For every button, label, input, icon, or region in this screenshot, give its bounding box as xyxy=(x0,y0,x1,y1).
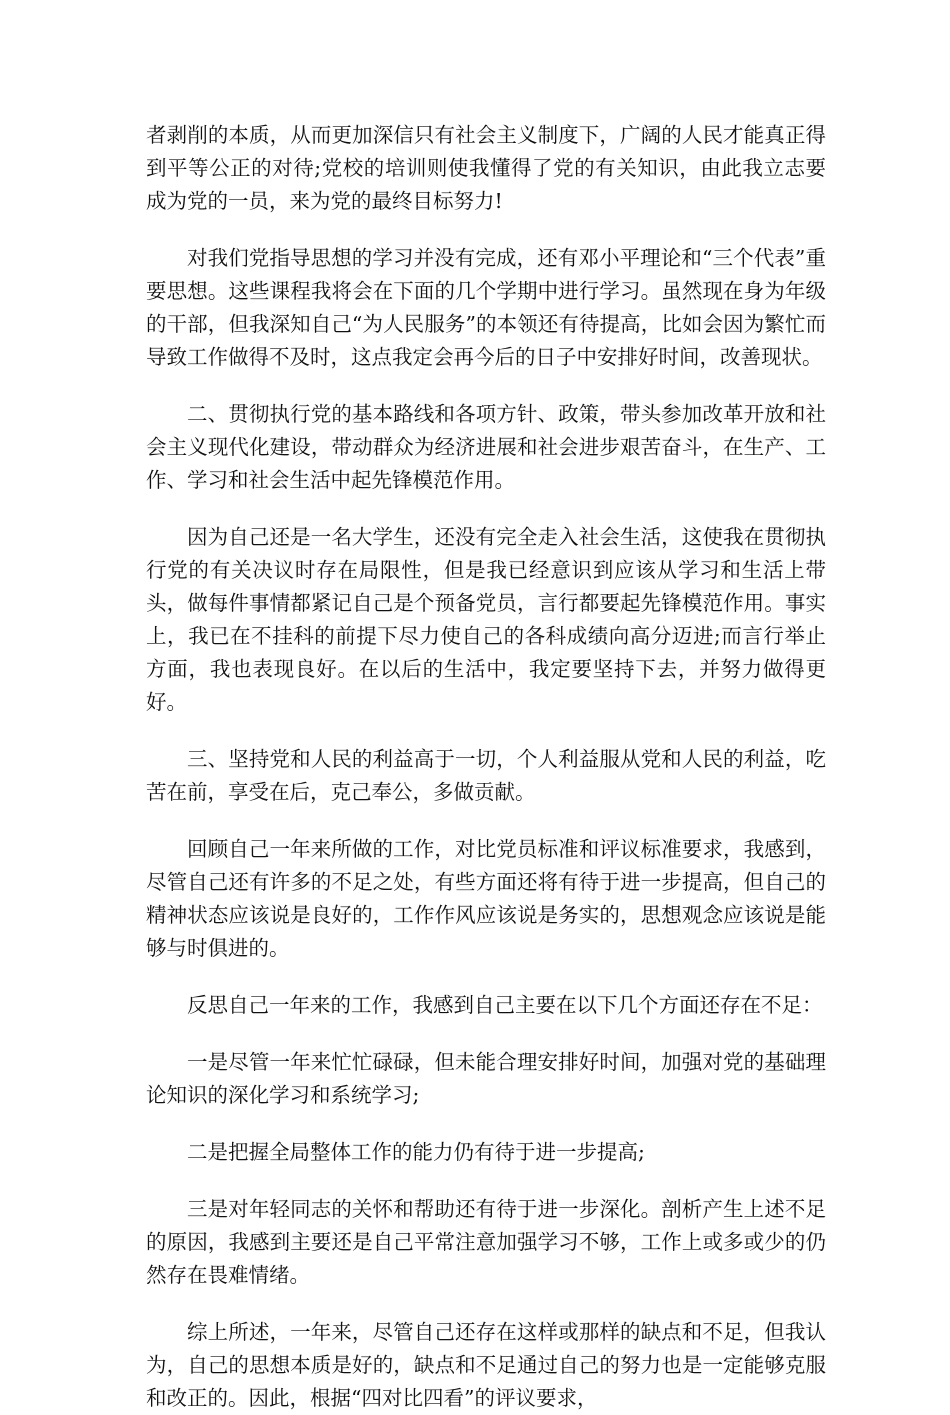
paragraph-summary: 综上所述，一年来，尽管自己还存在这样或那样的缺点和不足，但我认为，自己的思想本质是好的，缺点和不足通过自己的努力也是一定能够克服和改正的。因此，根据“四对比四看”的评议要求， xyxy=(146,1320,826,1410)
paragraph-reflection: 反思自己一年来的工作，我感到自己主要在以下几个方面还存在不足： xyxy=(187,993,823,1017)
paragraph-section-two-heading: 二、贯彻执行党的基本路线和各项方针、政策，带头参加改革开放和社会主义现代化建设，带动群众为经济进展和社会进步艰苦奋斗，在生产、工作、学习和社会生活中起先锋模范作用。 xyxy=(146,402,826,492)
paragraph-continuation: 者剥削的本质，从而更加深信只有社会主义制度下，广阔的人民才能真正得到平等公正的对待;党校的培训则使我懂得了党的有关知识，由此我立志要成为党的一员，来为党的最终目标努力! xyxy=(146,123,826,213)
paragraph-shortcoming-one: 一是尽管一年来忙忙碌碌，但未能合理安排好时间，加强对党的基础理论知识的深化学习和系统学习; xyxy=(146,1050,826,1107)
paragraph-guiding-thought: 对我们党指导思想的学习并没有完成，还有邓小平理论和“三个代表”重要思想。这些课程我将会在下面的几个学期中进行学习。虽然现在身为年级的干部，但我深知自己“为人民服务”的本领还有待提高，比如会因为繁忙而导致工作做得不及时，这点我定会再今后的日子中安排好时间，改善现状。 xyxy=(146,246,826,369)
paragraph-shortcoming-three: 三是对年轻同志的关怀和帮助还有待于进一步深化。剖析产生上述不足的原因，我感到主要还是自己平常注意加强学习不够，工作上或多或少的仍然存在畏难情绪。 xyxy=(146,1197,826,1287)
paragraph-shortcoming-two: 二是把握全局整体工作的能力仍有待于进一步提高; xyxy=(187,1140,645,1164)
paragraph-section-three-heading: 三、坚持党和人民的利益高于一切，个人利益服从党和人民的利益，吃苦在前，享受在后，克己奉公，多做贡献。 xyxy=(146,747,826,804)
paragraph-student-role: 因为自己还是一名大学生，还没有完全走入社会生活，这使我在贯彻执行党的有关决议时存在局限性，但是我已经意识到应该从学习和生活上带头，做每件事情都紧记自己是个预备党员，言行都要起先锋模范作用。事实上，我已在不挂科的前提下尽力使自己的各科成绩向高分迈进;而言行举止方面，我也表现良好。在以后的生活中，我定要坚持下去，并努力做得更好。 xyxy=(146,525,826,714)
paragraph-review: 回顾自己一年来所做的工作，对比党员标准和评议标准要求，我感到，尽管自己还有许多的不足之处，有些方面还将有待于进一步提高，但自己的精神状态应该说是良好的，工作作风应该说是务实的，思想观念应该说是能够与时俱进的。 xyxy=(146,837,826,960)
document-body xyxy=(146,119,826,1415)
